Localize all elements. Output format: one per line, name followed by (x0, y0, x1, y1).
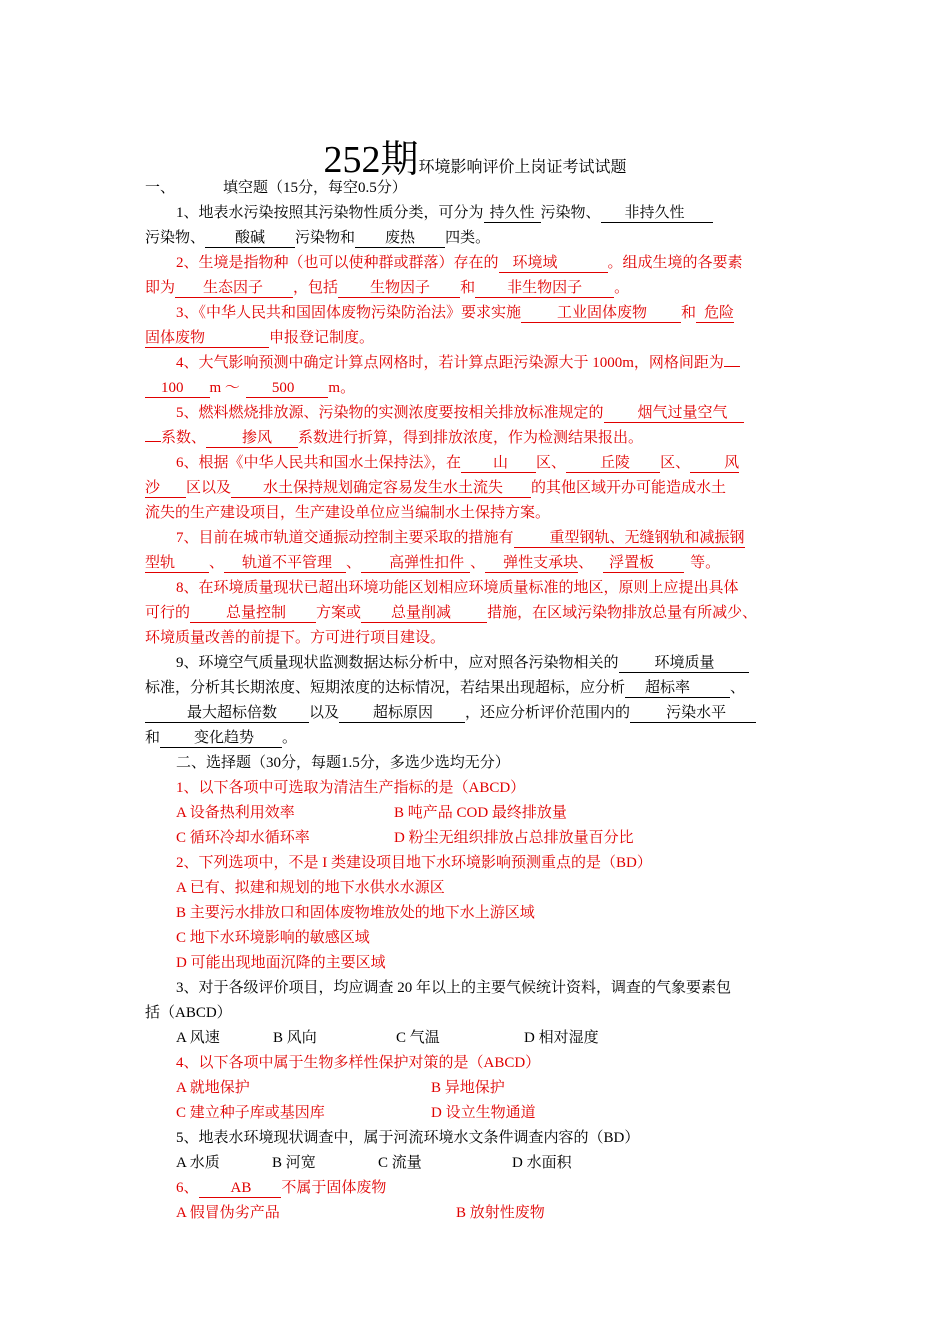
c2-option-b: B 主要污水排放口和固体废物堆放处的地下水上游区域 (176, 905, 535, 921)
q9-line2: 标准，分析其长期浓度、短期浓度的达标情况，若结果出现超标，应分析 超标率 、 (145, 680, 746, 696)
c4-question: 4、以下各项中属于生物多样性保护对策的是（ABCD） (176, 1055, 541, 1071)
c1-option-d: D 粉尘无组织排放占总排放量百分比 (394, 830, 634, 846)
q3-blank1: 工业固体废物 (521, 305, 681, 323)
page-title (0, 128, 950, 183)
q4-line1: 4、大气影响预测中确定计算点网格时，若计算点距污染源大于 1000m，网格间距为 (176, 353, 740, 373)
q1-blank1: 持久性 (484, 205, 541, 223)
c1-question: 1、以下各项中可选取为清洁生产指标的是（ABCD） (176, 780, 526, 796)
q2-line1: 2、生境是指物种（也可以使种群或群落）存在的 环境域 。组成生境的各要素 (176, 255, 743, 271)
c3-question-line1: 3、对于各级评价项目，均应调查 20 年以上的主要气候统计资料，调查的气象要素包 (176, 980, 732, 996)
q6-line1: 6、根据《中华人民共和国水土保持法》，在 山 区、 丘陵 区、 风 (176, 455, 740, 471)
q7-blank2: 轨道不平管理 (224, 555, 346, 573)
q1-blank3: 酸碱 (205, 230, 295, 248)
q8-blank1: 总量控制 (190, 605, 316, 623)
issue-number: 252期 (323, 139, 419, 181)
q1-line2: 污染物、 酸碱 污染物和 废热 四类。 (145, 230, 491, 246)
c3-option-c: C 气温 (396, 1030, 440, 1046)
q4-blank1: 100 (145, 380, 210, 398)
q6-blank3b: 沙 (145, 480, 186, 498)
c2-option-c: C 地下水环境影响的敏感区域 (176, 930, 370, 946)
q9-blank2: 超标率 (625, 680, 730, 698)
c5-option-c: C 流量 (378, 1155, 422, 1171)
q7-blank1b: 型轨 (145, 555, 209, 573)
q7-blank4: 弹性支承块 (485, 555, 578, 573)
q7-line1: 7、目前在城市轨道交通振动控制主要采取的措施有 重型钢轨、无缝钢轨和减振钢 (176, 530, 745, 546)
c1-option-c: C 循环冷却水循环率 (176, 830, 310, 846)
q8-line1: 8、在环境质量现状已超出环境功能区划相应环境质量标准的地区，原则上应提出具体 (176, 580, 739, 596)
q6-blank1: 山 (461, 455, 536, 473)
q2-line2: 即为 生态因子 ，包括 生物因子 和 非生物因子 。 (145, 280, 630, 296)
c3-option-a: A 风速 (176, 1030, 220, 1046)
q7-blank1a: 重型钢轨、无缝钢轨和减振钢 (514, 530, 745, 548)
q1-blank2: 非持久性 (601, 205, 713, 223)
c4-option-b: B 异地保护 (431, 1080, 505, 1096)
q5-blank1: 烟气过量空气 (604, 405, 744, 423)
q9-blank4: 超标原因 (339, 705, 465, 723)
c5-option-d: D 水面积 (512, 1155, 572, 1171)
q9-line1: 9、环境空气质量现状监测数据达标分析中，应对照各污染物相关的 环境质量 (176, 653, 749, 673)
c2-question: 2、下列选项中，不是 I 类建设项目地下水环境影响预测重点的是（BD） (176, 855, 652, 871)
q9-line4: 和 变化趋势 。 (145, 730, 298, 746)
q5-blank2: 掺风 (206, 430, 298, 448)
q3-line2: 固体废物 申报登记制度。 (145, 330, 375, 346)
q1-blank4: 废热 (355, 230, 445, 248)
q6-line2: 沙 区以及 水土保持规划确定容易发生水土流失 的其他区域开办可能造成水土 (145, 480, 727, 496)
q7-line2: 型轨 、 轨道不平管理 、 高弹性扣件 、 弹性支承块、 浮置板 等。 (145, 555, 721, 571)
q7-blank5: 浮置板 (603, 555, 684, 573)
section1-heading: 一、 填空题（15分，每空0.5分） (145, 180, 407, 196)
c2-option-a: A 已有、拟建和规划的地下水供水水源区 (176, 880, 445, 896)
q8-blank2: 总量削减 (361, 605, 487, 623)
q1-line1: 1、地表水污染按照其污染物性质分类，可分为 持久性 污染物、 非持久性 (176, 203, 713, 223)
c4-option-d: D 设立生物通道 (431, 1105, 536, 1121)
c6-blank: AB (199, 1180, 282, 1198)
q6-blank2: 丘陵 (566, 455, 660, 473)
c1-option-a: A 设备热利用效率 (176, 805, 295, 821)
q9-blank5: 污染水平 (630, 705, 756, 723)
q2-blank2: 生态因子 (175, 280, 293, 298)
c6-option-b: B 放射性废物 (456, 1205, 545, 1221)
c1-option-b: B 吨产品 COD 最终排放量 (394, 805, 567, 821)
c4-option-a: A 就地保护 (176, 1080, 250, 1096)
q9-blank3: 最大超标倍数 (145, 705, 309, 723)
q3-blank2b: 固体废物 (145, 330, 269, 348)
q9-line3: 最大超标倍数 以及 超标原因 ，还应分析评价范围内的 污染水平 (145, 703, 756, 723)
q4-line2: 100 m ～ 500 m。 (145, 378, 355, 398)
q7-blank3: 高弹性扣件 (361, 555, 470, 573)
c6-option-a: A 假冒伪劣产品 (176, 1205, 280, 1221)
c3-option-b: B 风向 (273, 1030, 317, 1046)
exam-title: 环境影响评价上岗证考试试题 (418, 159, 627, 176)
c2-option-d: D 可能出现地面沉降的主要区域 (176, 955, 386, 971)
c4-option-c: C 建立种子库或基因库 (176, 1105, 325, 1121)
q6-blank4: 水土保持规划确定容易发生水土流失 (231, 480, 531, 498)
q9-blank1: 环境质量 (619, 655, 749, 673)
q9-blank6: 变化趋势 (160, 730, 282, 748)
q2-blank3: 生物因子 (338, 280, 460, 298)
c3-question-line2: 括（ABCD） (145, 1005, 232, 1021)
q5-line2: 系数、 掺风 系数进行折算，得到排放浓度，作为检测结果报出。 (145, 428, 643, 448)
q3-line1: 3、《中华人民共和国固体废物污染防治法》要求实施 工业固体废物 和 危险 (176, 305, 735, 321)
q2-blank4: 非生物因子 (475, 280, 614, 298)
c3-option-d: D 相对湿度 (524, 1030, 599, 1046)
q6-line3: 流失的生产建设项目，生产建设单位应当编制水土保持方案。 (145, 505, 551, 521)
c5-question: 5、地表水环境现状调查中，属于河流环境水文条件调查内容的（BD） (176, 1130, 640, 1146)
q5-line1: 5、燃料燃烧排放源、污染物的实测浓度要按相关排放标准规定的 烟气过量空气 (176, 403, 744, 423)
c5-option-b: B 河宽 (272, 1155, 316, 1171)
q4-blank2: 500 (246, 380, 329, 398)
q2-blank1: 环境域 (499, 255, 608, 273)
q6-blank3a: 风 (690, 455, 739, 473)
q8-line3: 环境质量改善的前提下。方可进行项目建设。 (145, 630, 446, 646)
q8-line2: 可行的 总量控制 方案或 总量削减 措施，在区域污染物排放总量有所减少、 (145, 605, 758, 621)
c5-option-a: A 水质 (176, 1155, 220, 1171)
section2-heading: 二、选择题（30分，每题1.5分，多选少选均无分） (176, 755, 510, 771)
q3-blank2a: 危险 (696, 305, 734, 323)
c6-question: 6、 AB 不属于固体废物 (176, 1180, 387, 1196)
